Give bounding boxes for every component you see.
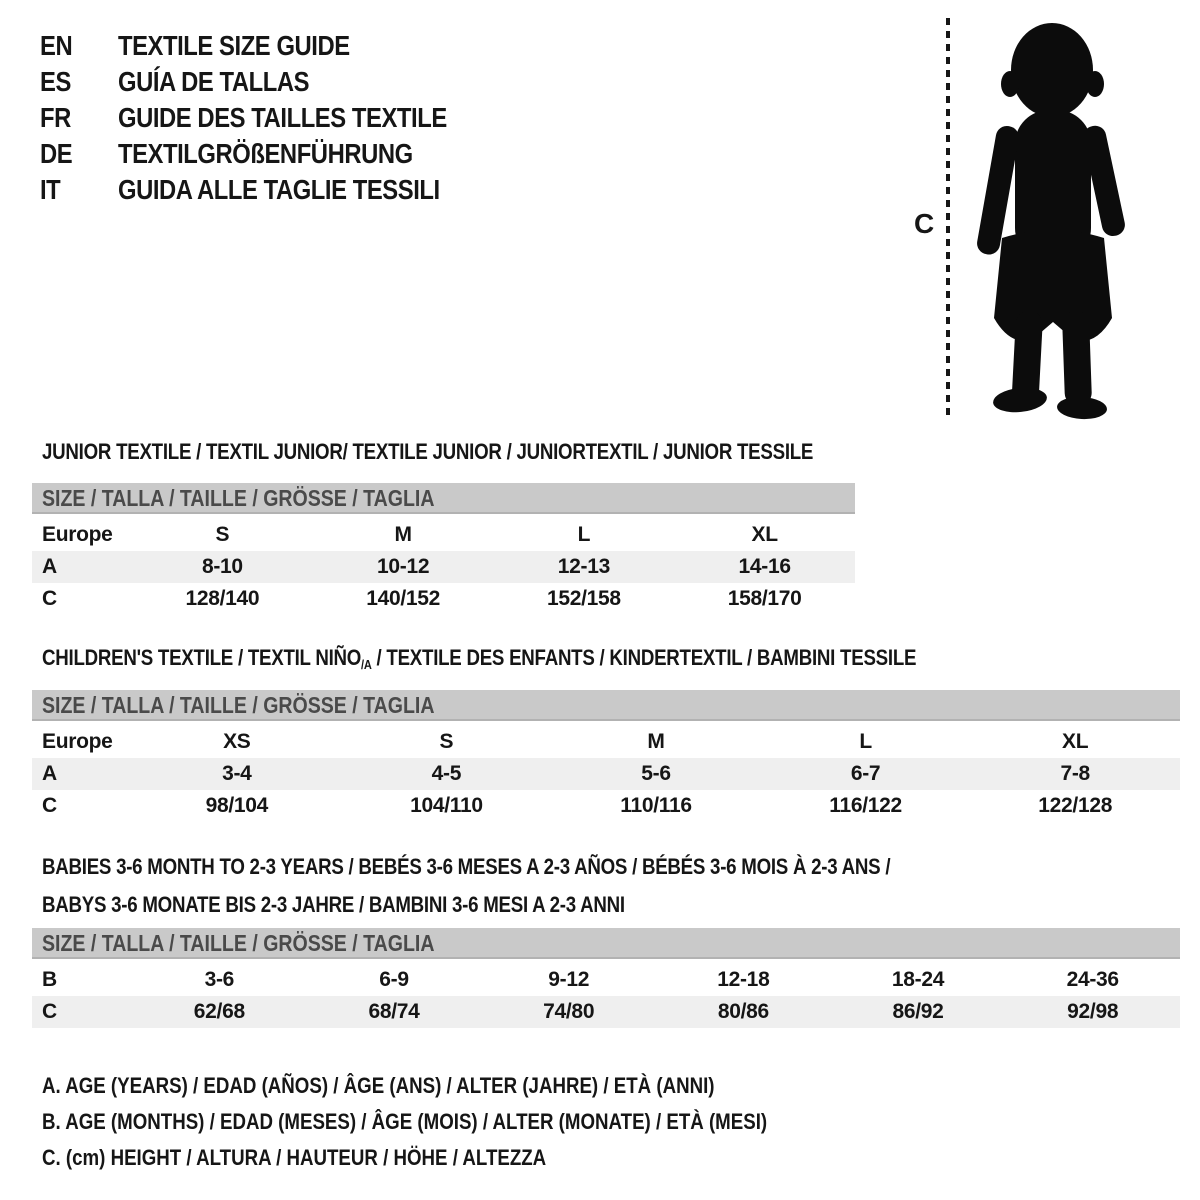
size-header-bar — [32, 483, 855, 514]
height-cell: 122/128 — [1038, 794, 1113, 817]
lang-code: FR — [40, 102, 71, 133]
height-cell: 62/68 — [193, 1000, 245, 1023]
age-cell: 18-24 — [891, 968, 945, 991]
guide-title-es: GUÍA DE TALLAS — [118, 66, 310, 97]
children-heading-subscript: /A — [361, 657, 372, 672]
age-cell: 3-6 — [204, 968, 235, 991]
babies-size-table — [32, 928, 1180, 1028]
size-header-label: SIZE / TALLA / TAILLE / GRÖSSE / TAGLIA — [42, 930, 435, 956]
guide-title-fr: GUIDE DES TAILLES TEXTILE — [118, 102, 447, 133]
age-cell: 5-6 — [641, 762, 671, 785]
children-size-table — [32, 690, 1180, 822]
height-cell: 128/140 — [185, 587, 260, 610]
lang-row-de — [40, 136, 505, 172]
children-heading-suffix: / TEXTILE DES ENFANTS / KINDERTEXTIL / BAMBINI TESSILE — [371, 645, 917, 670]
size-cell: M — [394, 523, 412, 546]
size-header-label: SIZE / TALLA / TAILLE / GRÖSSE / TAGLIA — [42, 485, 435, 511]
table-row-height — [32, 583, 855, 615]
size-cell: L — [859, 730, 872, 753]
language-title-block — [40, 28, 505, 208]
babies-heading-line1: BABIES 3-6 MONTH TO 2-3 YEARS / BEBÉS 3-6 MESES A 2-3 AÑOS / BÉBÉS 3-6 MOIS À 2-3 ANS / — [42, 854, 891, 879]
table-row-height — [32, 790, 1180, 822]
size-header-bar — [32, 928, 1180, 959]
age-cell: 12-18 — [717, 968, 770, 991]
table-row-age — [32, 551, 855, 583]
footnote-height-cm — [42, 1140, 895, 1176]
row-label: C — [42, 794, 57, 817]
height-measure-label: C — [914, 208, 935, 239]
footnote-text: B. AGE (MONTHS) / EDAD (MESES) / ÂGE (MOIS) / ALTER (MONATE) / ETÀ (MESI) — [42, 1109, 768, 1134]
lang-row-en — [40, 28, 505, 64]
lang-row-fr — [40, 100, 505, 136]
size-cell: XL — [751, 523, 778, 546]
footnote-age-years — [42, 1068, 895, 1104]
row-label: C — [42, 1000, 57, 1023]
size-cell: XL — [1062, 730, 1089, 753]
table-row-europe — [32, 519, 855, 551]
lang-code: ES — [40, 66, 71, 97]
junior-heading-text: JUNIOR TEXTILE / TEXTIL JUNIOR/ TEXTILE JUNIOR / JUNIORTEXTIL / JUNIOR TESSILE — [42, 439, 814, 464]
age-cell: 6-7 — [850, 762, 881, 785]
height-cell: 74/80 — [543, 1000, 595, 1023]
height-dashed-line — [946, 18, 950, 416]
size-header-bar — [32, 690, 1180, 721]
size-header-label: SIZE / TALLA / TAILLE / GRÖSSE / TAGLIA — [42, 692, 435, 718]
age-cell: 7-8 — [1060, 762, 1090, 785]
age-cell: 10-12 — [377, 555, 430, 578]
lang-row-es — [40, 64, 505, 100]
age-cell: 9-12 — [548, 968, 590, 991]
age-cell: 6-9 — [379, 968, 409, 991]
junior-size-table — [32, 483, 855, 615]
height-cell: 98/104 — [205, 794, 269, 817]
height-cell: 140/152 — [366, 587, 441, 610]
row-label: C — [42, 587, 57, 610]
guide-title-it: GUIDA ALLE TAGLIE TESSILI — [118, 174, 440, 205]
footnote-text: A. AGE (YEARS) / EDAD (AÑOS) / ÂGE (ANS) / ALTER (JAHRE) / ETÀ (ANNI) — [42, 1073, 715, 1098]
age-cell: 4-5 — [431, 762, 462, 785]
age-cell: 3-4 — [222, 762, 252, 785]
lang-code: IT — [40, 174, 61, 205]
junior-section-heading — [42, 438, 949, 466]
babies-heading-line2: BABYS 3-6 MONATE BIS 2-3 JAHRE / BAMBINI 3-6 MESI A 2-3 ANNI — [42, 892, 625, 917]
size-cell: L — [577, 523, 591, 546]
guide-title-de: TEXTILGRÖßENFÜHRUNG — [118, 138, 413, 169]
height-cell: 92/98 — [1067, 1000, 1119, 1023]
footnote-text: C. (cm) HEIGHT / ALTURA / HAUTEUR / HÖHE / ALTEZZA — [42, 1145, 547, 1170]
toddler-silhouette-icon — [960, 16, 1142, 420]
age-cell: 14-16 — [738, 555, 791, 578]
height-cell: 104/110 — [410, 794, 483, 817]
height-cell: 158/170 — [727, 587, 802, 610]
babies-section-heading — [42, 848, 1040, 924]
height-cell: 80/86 — [717, 1000, 769, 1023]
height-cell: 152/158 — [546, 587, 621, 610]
table-row-europe — [32, 726, 1180, 758]
size-cell: XS — [223, 730, 251, 753]
size-cell: S — [215, 523, 230, 546]
height-cell: 68/74 — [368, 1000, 420, 1023]
footnote-age-months — [42, 1104, 895, 1140]
age-cell: 8-10 — [201, 555, 243, 578]
height-cell: 110/116 — [620, 794, 692, 817]
lang-code: DE — [40, 138, 73, 169]
row-label: A — [42, 762, 57, 785]
age-cell: 12-13 — [557, 555, 610, 578]
height-cell: 116/122 — [829, 794, 902, 817]
size-cell: M — [647, 730, 665, 753]
lang-row-it — [40, 172, 505, 208]
table-row-age-months — [32, 964, 1180, 996]
size-cell: S — [439, 730, 454, 753]
legend-footnotes — [42, 1068, 895, 1176]
children-section-heading — [42, 644, 1070, 679]
row-label: A — [42, 555, 57, 578]
row-label: Europe — [42, 730, 113, 753]
row-label: B — [42, 968, 57, 991]
table-row-height — [32, 996, 1180, 1028]
table-row-age — [32, 758, 1180, 790]
children-heading-prefix: CHILDREN'S TEXTILE / TEXTIL NIÑO — [42, 645, 362, 670]
height-cell: 86/92 — [892, 1000, 944, 1023]
row-label: Europe — [42, 523, 113, 546]
lang-code: EN — [40, 30, 73, 61]
children-heading-text — [42, 644, 916, 679]
guide-title-en: TEXTILE SIZE GUIDE — [118, 30, 350, 61]
age-cell: 24-36 — [1066, 968, 1119, 991]
